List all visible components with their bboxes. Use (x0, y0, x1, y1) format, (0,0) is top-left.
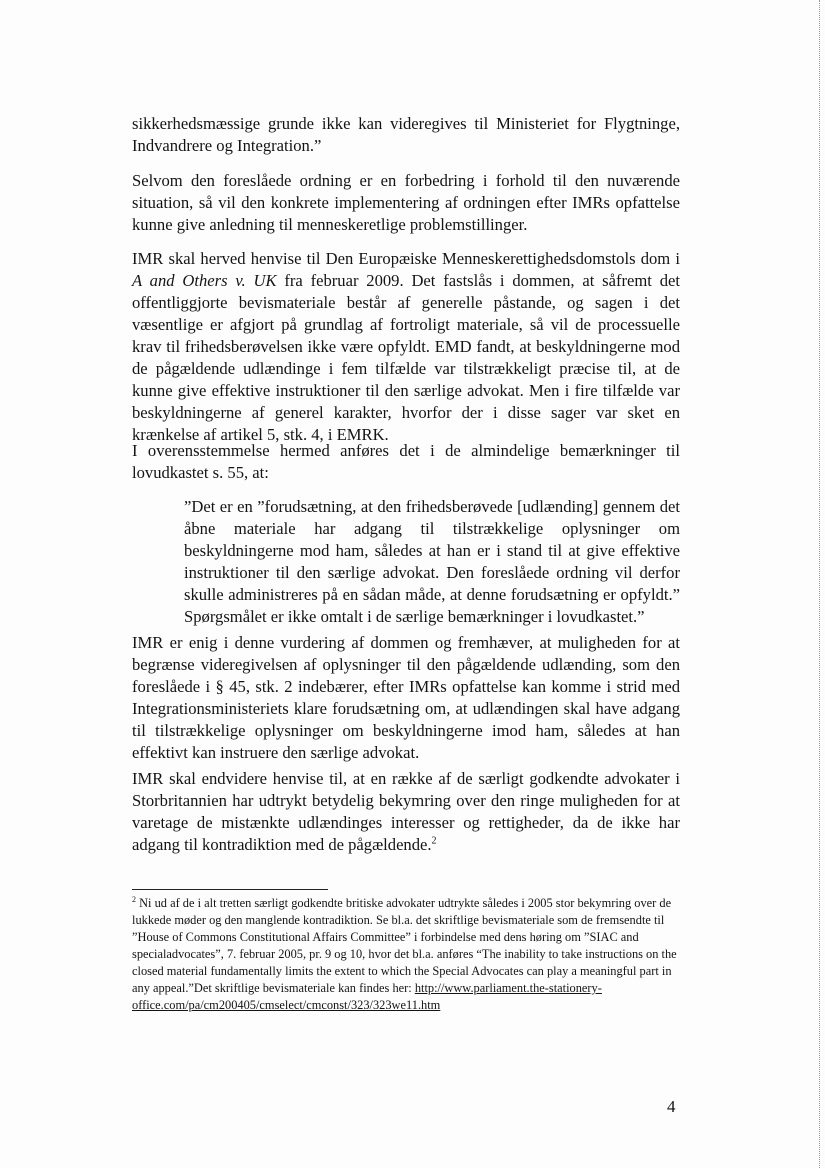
paragraph-echr-judgment-body: fra februar 2009. Det fastslås i dommen, at såfremt det offentliggjorte bevismateriale består af generelle påstande, og sagen i det væsentlige er afgjort på grundlag af fortroligt materiale, så vil de processuelle krav til frihedsberøvelsen ikke være opfyldt. EMD fandt, at beskyldningerne mod de pågældende udlændinge i fem tilfælde var tilstrækkeligt præcise til, at de kunne give effektive instruktioner til den særlige advokat. Men i fire tilfælde var beskyldningerne af generel karakter, hvorfor der i disse sager var sket en krænkelse af artikel 5, stk. 4, i EMRK. (132, 271, 681, 444)
page-edge-line (819, 0, 820, 1168)
paragraph-imr-agrees: IMR er enig i denne vurdering af dommen og fremhæver, at muligheden for at begrænse videregivelsen af oplysninger til den pågældende udlænding, som den foreslåede i § 45, stk. 2 indebærer, efter IMRs opfattelse kan komme i strid med Integrationsministeriets klare forudsætning om, at udlændingen skal have adgang til tilstrækkelige oplysninger om beskyldningerne imod ham, således at han effektivt kan instruere den særlige advokat. (132, 633, 680, 762)
paragraph-echr-judgment (132, 248, 680, 446)
footnote (132, 895, 680, 1014)
page-number: 4 (667, 1097, 676, 1116)
paragraph-echr-judgment-intro: IMR skal herved henvise til Den Europæiske Menneskerettighedsdomstols dom i (132, 249, 680, 268)
case-name: A and Others v. UK (132, 271, 277, 290)
paragraph-quote-continuation: sikkerhedsmæssige grunde ikke kan videregives til Ministeriet for Flygtninge, Indvandrere og Integration.” (132, 114, 680, 155)
footnote-divider (132, 889, 328, 890)
paragraph-special-advocates-text: IMR skal endvidere henvise til, at en række af de særligt godkendte advokater i Storbritannien har udtrykt betydelig bekymring over den ringe muligheden for at varetage de mistænkte udlændinges interesser og rettigheder, da de ikke har adgang til kontradiktion med de pågældende. (132, 769, 680, 854)
footnote-text: Ni ud af de i alt tretten særligt godkendte britiske advokater udtrykte således i 2005 stor bekymring over de lukkede møder og den manglende kontradiktion. Se bl.a. det skriftlige bevismateriale som de fremsendte til ”House of Commons Constitutional Affairs Committee” i forbindelse med dens høring om ”SIAC and specialadvocates”, 7. februar 2005, pr. 9 og 10, hvor det bl.a. anføres “The inability to take instructions on the closed material fundamentally limits the extent to which the Special Advocates can play a meaningful part in any appeal.”Det skriftlige bevismateriale kan findes her: (132, 896, 677, 995)
paragraph-special-advocates (132, 768, 680, 856)
footnote-reference[interactable]: 2 (431, 835, 437, 847)
block-quote: ”Det er en ”forudsætning, at den frihedsberøvede [udlænding] gennem det åbne materiale har adgang til tilstrækkelige oplysninger om beskyldningerne mod ham, således at han er i stand til at give effektive instruktioner til den særlige advokat. Den foreslåede ordning vil derfor skulle administreres på en sådan måde, at denne forudsætning er opfyldt.” Spørgsmålet er ikke omtalt i de særlige bemærkninger i lovudkastet.” (184, 497, 680, 626)
footnote-number: 2 (132, 894, 136, 904)
paragraph-general-remarks: I overensstemmelse hermed anføres det i de almindelige bemærkninger til lovudkastet s. 55, at: (132, 441, 680, 482)
paragraph-proposed-scheme: Selvom den foreslåede ordning er en forbedring i forhold til den nuværende situation, så vil den konkrete implementering af ordningen efter IMRs opfattelse kunne give anledning til menneskeretlige problemstillinger. (132, 171, 680, 234)
footnote-link[interactable]: http://www.parliament.the-stationery-office.com/pa/cm200405/cmselect/cmconst/323/323we11.htm (132, 981, 602, 1012)
